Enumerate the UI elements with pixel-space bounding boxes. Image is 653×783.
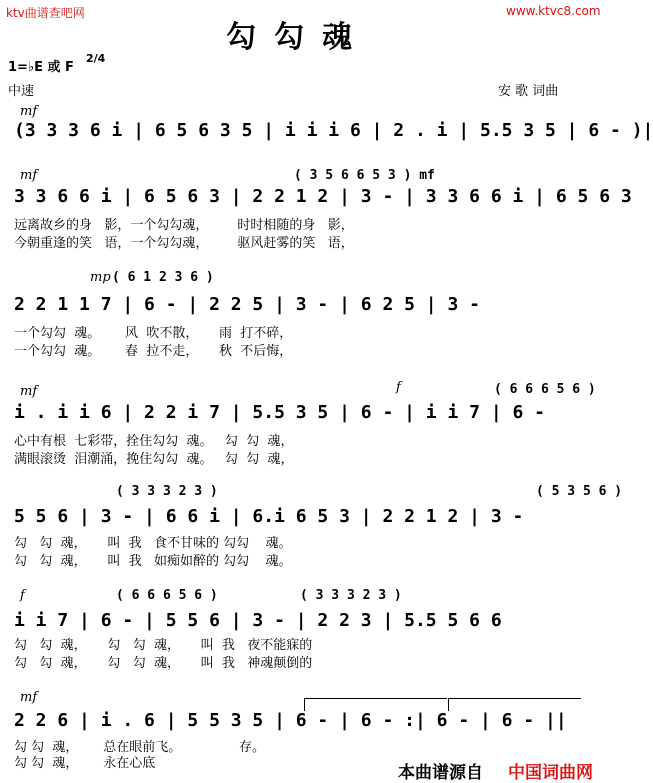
watermark-right: www.ktvc8.com <box>506 4 601 18</box>
dynamic-marking: mf <box>20 384 38 399</box>
notation-line: 3 3 6 6 i | 6 5 6 3 | 2 2 1 2 | 3 - | 3 3 6 6 i | 6 5 6 3 <box>14 186 632 207</box>
dynamic-marking: mf <box>20 168 38 183</box>
lyric-verse-1: 一个勾勾 魂。 风 吹不散， 雨 打不碎， <box>14 326 293 341</box>
lyric-verse-2: 勾 勾 魂， 叫 我 如痴如醉的 勾勾 魂。 <box>14 554 292 569</box>
dynamic-marking: mf <box>20 690 38 705</box>
accompaniment-figure: ( 6 6 6 5 6 ) <box>116 588 218 603</box>
accompaniment-figure: ( 6 6 6 5 6 ) <box>494 382 596 397</box>
notation-line: (3 3 3 6 i | 6 5 6 3 5 | i i i 6 | 2 . i | 5.5 3 5 | 6 - )| <box>14 120 653 141</box>
notation-line: i . i i 6 | 2 2 i 7 | 5.5 3 5 | 6 - | i i 7 | 6 - <box>14 402 546 423</box>
dynamic-marking: mp <box>90 270 111 285</box>
accompaniment-figure: ( 3 3 3 2 3 ) <box>116 484 218 499</box>
key-signature: 1=♭E 或 F <box>8 60 74 75</box>
lyric-verse-1: 勾 勾 魂， 叫 我 食不甘味的 勾勾 魂。 <box>14 536 292 551</box>
lyric-verse-2: 勾 勾 魂， 永在心底 <box>14 756 156 771</box>
accompaniment-figure-2: ( 5 3 5 6 ) <box>536 484 623 499</box>
lyric-verse-1: 勾 勾 魂， 总在眼前飞。 存。 <box>14 740 266 755</box>
accompaniment-figure: ( 3 5 6 6 5 3 ) mf <box>294 168 435 183</box>
dynamic-marking: mf <box>20 104 38 119</box>
footer-site-name: 中国词曲网 <box>508 763 593 783</box>
lyric-verse-2: 一个勾勾 魂。 春 拉不走， 秋 不后悔， <box>14 344 293 359</box>
accompaniment-figure: ( 6 1 2 3 6 ) <box>112 270 214 285</box>
watermark-left: ktv曲谱查吧网 <box>6 6 85 20</box>
time-signature: 2/4 <box>86 52 106 65</box>
lyric-verse-2: 今朝重逢的笑 语，一个勾勾魂， 驱风赶雾的笑 语， <box>14 236 354 251</box>
footer-source-label: 本曲谱源自 <box>398 763 483 783</box>
credit: 安 歌 词曲 <box>498 84 559 99</box>
accompaniment-figure-2: ( 3 3 3 2 3 ) <box>300 588 402 603</box>
lyric-verse-1: 远离故乡的身 影，一个勾勾魂， 时时相随的身 影， <box>14 218 354 233</box>
lyric-verse-1: 勾 勾 魂， 勾 勾 魂， 叫 我 夜不能寐的 <box>14 638 313 653</box>
lyric-verse-2: 勾 勾 魂， 勾 勾 魂， 叫 我 神魂颠倒的 <box>14 656 313 671</box>
lyric-verse-1: 心中有根 七彩带，拴住勾勾 魂。 勾 勾 魂， <box>14 434 294 449</box>
dynamic-marking: f <box>20 588 25 603</box>
notation-line: i i 7 | 6 - | 5 5 6 | 3 - | 2 2 3 | 5.5 5 6 6 <box>14 610 502 631</box>
song-title: 勾勾魂 <box>226 20 370 55</box>
tempo-marking: 中速 <box>8 84 35 99</box>
dynamic-marking-forte: f <box>396 380 401 395</box>
notation-line: 5 5 6 | 3 - | 6 6 i | 6.i 6 5 3 | 2 2 1 2 | 3 - <box>14 506 524 527</box>
notation-line: 2 2 6 | i . 6 | 5 5 3 5 | 6 - | 6 - :| 6 - | 6 - || <box>14 710 567 731</box>
lyric-verse-2: 满眼滚烫 泪潮涌，挽住勾勾 魂。 勾 勾 魂， <box>14 452 294 467</box>
notation-line: 2 2 1 1 7 | 6 - | 2 2 5 | 3 - | 6 2 5 | 3 - <box>14 294 480 315</box>
